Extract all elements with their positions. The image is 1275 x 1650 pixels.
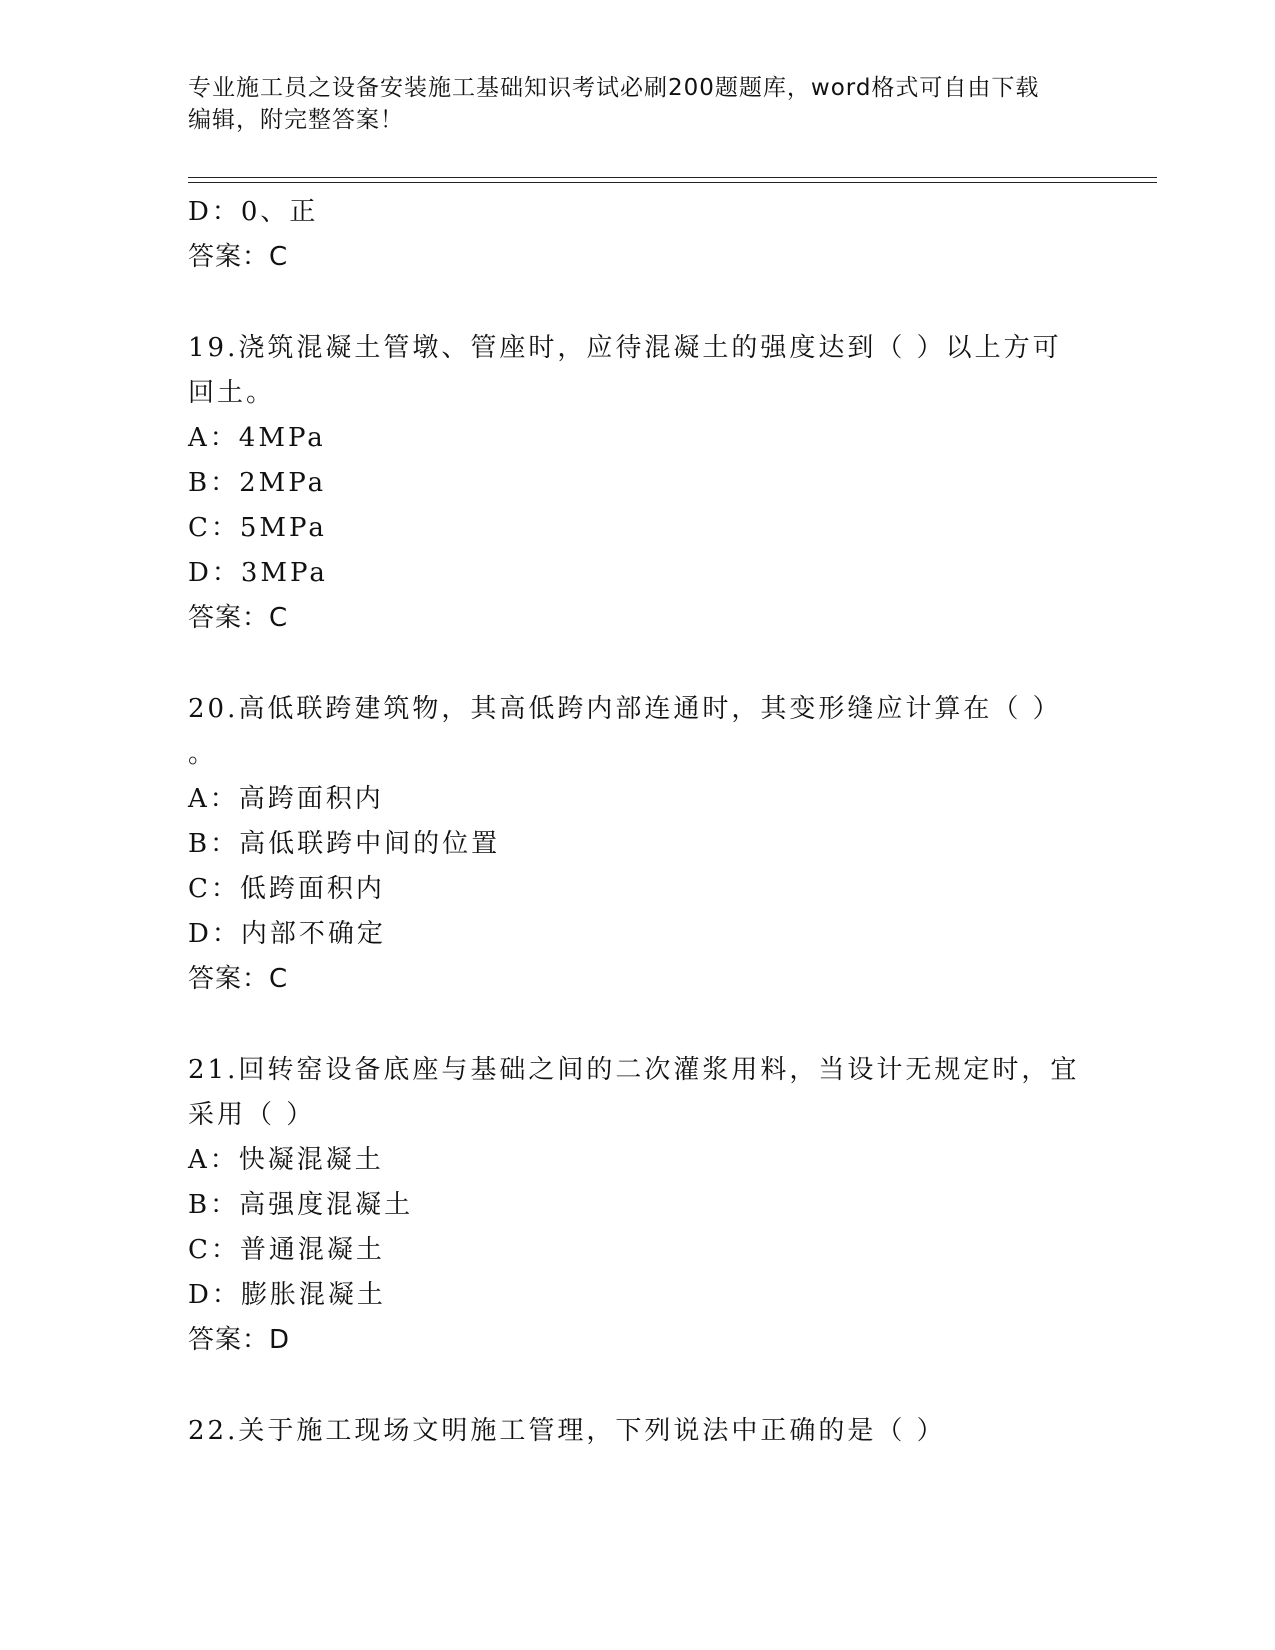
header-divider-bottom [188,182,1157,183]
option-d: D：膨胀混凝土 [188,1280,386,1310]
option-d: D：3MPa [188,558,328,588]
question-19 [188,326,1088,641]
option-b: B：高低联跨中间的位置 [188,829,501,859]
question-20 [188,687,1088,1002]
option-d: D：0、正 [188,197,319,227]
option-b: B：高强度混凝土 [188,1190,414,1220]
spacer [188,1363,1088,1409]
option-a: A：快凝混凝土 [188,1145,384,1175]
option-a: A：4MPa [188,423,326,453]
question-text-line2: 。 [188,739,218,769]
question-text-line1: 21.回转窑设备底座与基础之间的二次灌浆用料，当设计无规定时，宜 [188,1055,1080,1085]
answer-line: 答案：C [188,603,289,633]
document-body [188,190,1088,1454]
answer-line: 答案：D [188,1325,291,1355]
question-text-line1: 20.高低联跨建筑物，其高低跨内部连通时，其变形缝应计算在（ ） [188,694,1062,724]
question-text-line1: 19.浇筑混凝土管墩、管座时，应待混凝土的强度达到（ ）以上方可 [188,333,1062,363]
option-a: A：高跨面积内 [188,784,384,814]
header-divider-top [188,177,1157,178]
option-c: C：低跨面积内 [188,874,385,904]
option-c: C：普通混凝土 [188,1235,385,1265]
option-d: D：内部不确定 [188,919,386,949]
answer-line: 答案：C [188,964,289,994]
question-21 [188,1048,1088,1363]
spacer [188,1002,1088,1048]
previous-question-tail [188,190,1088,280]
answer-line: 答案：C [188,242,289,272]
question-text-line2: 采用（ ） [188,1100,316,1130]
option-c: C：5MPa [188,513,327,543]
question-22 [188,1409,1088,1454]
question-text-line1: 22.关于施工现场文明施工管理，下列说法中正确的是（ ） [188,1416,946,1446]
spacer [188,280,1088,326]
question-text-line2: 回土。 [188,378,276,408]
document-header [188,72,1088,136]
option-b: B：2MPa [188,468,327,498]
header-title-line2: 编辑，附完整答案！ [188,107,404,133]
spacer [188,641,1088,687]
header-title-line1: 专业施工员之设备安装施工基础知识考试必刷200题题库，word格式可自由下载 [188,75,1040,101]
